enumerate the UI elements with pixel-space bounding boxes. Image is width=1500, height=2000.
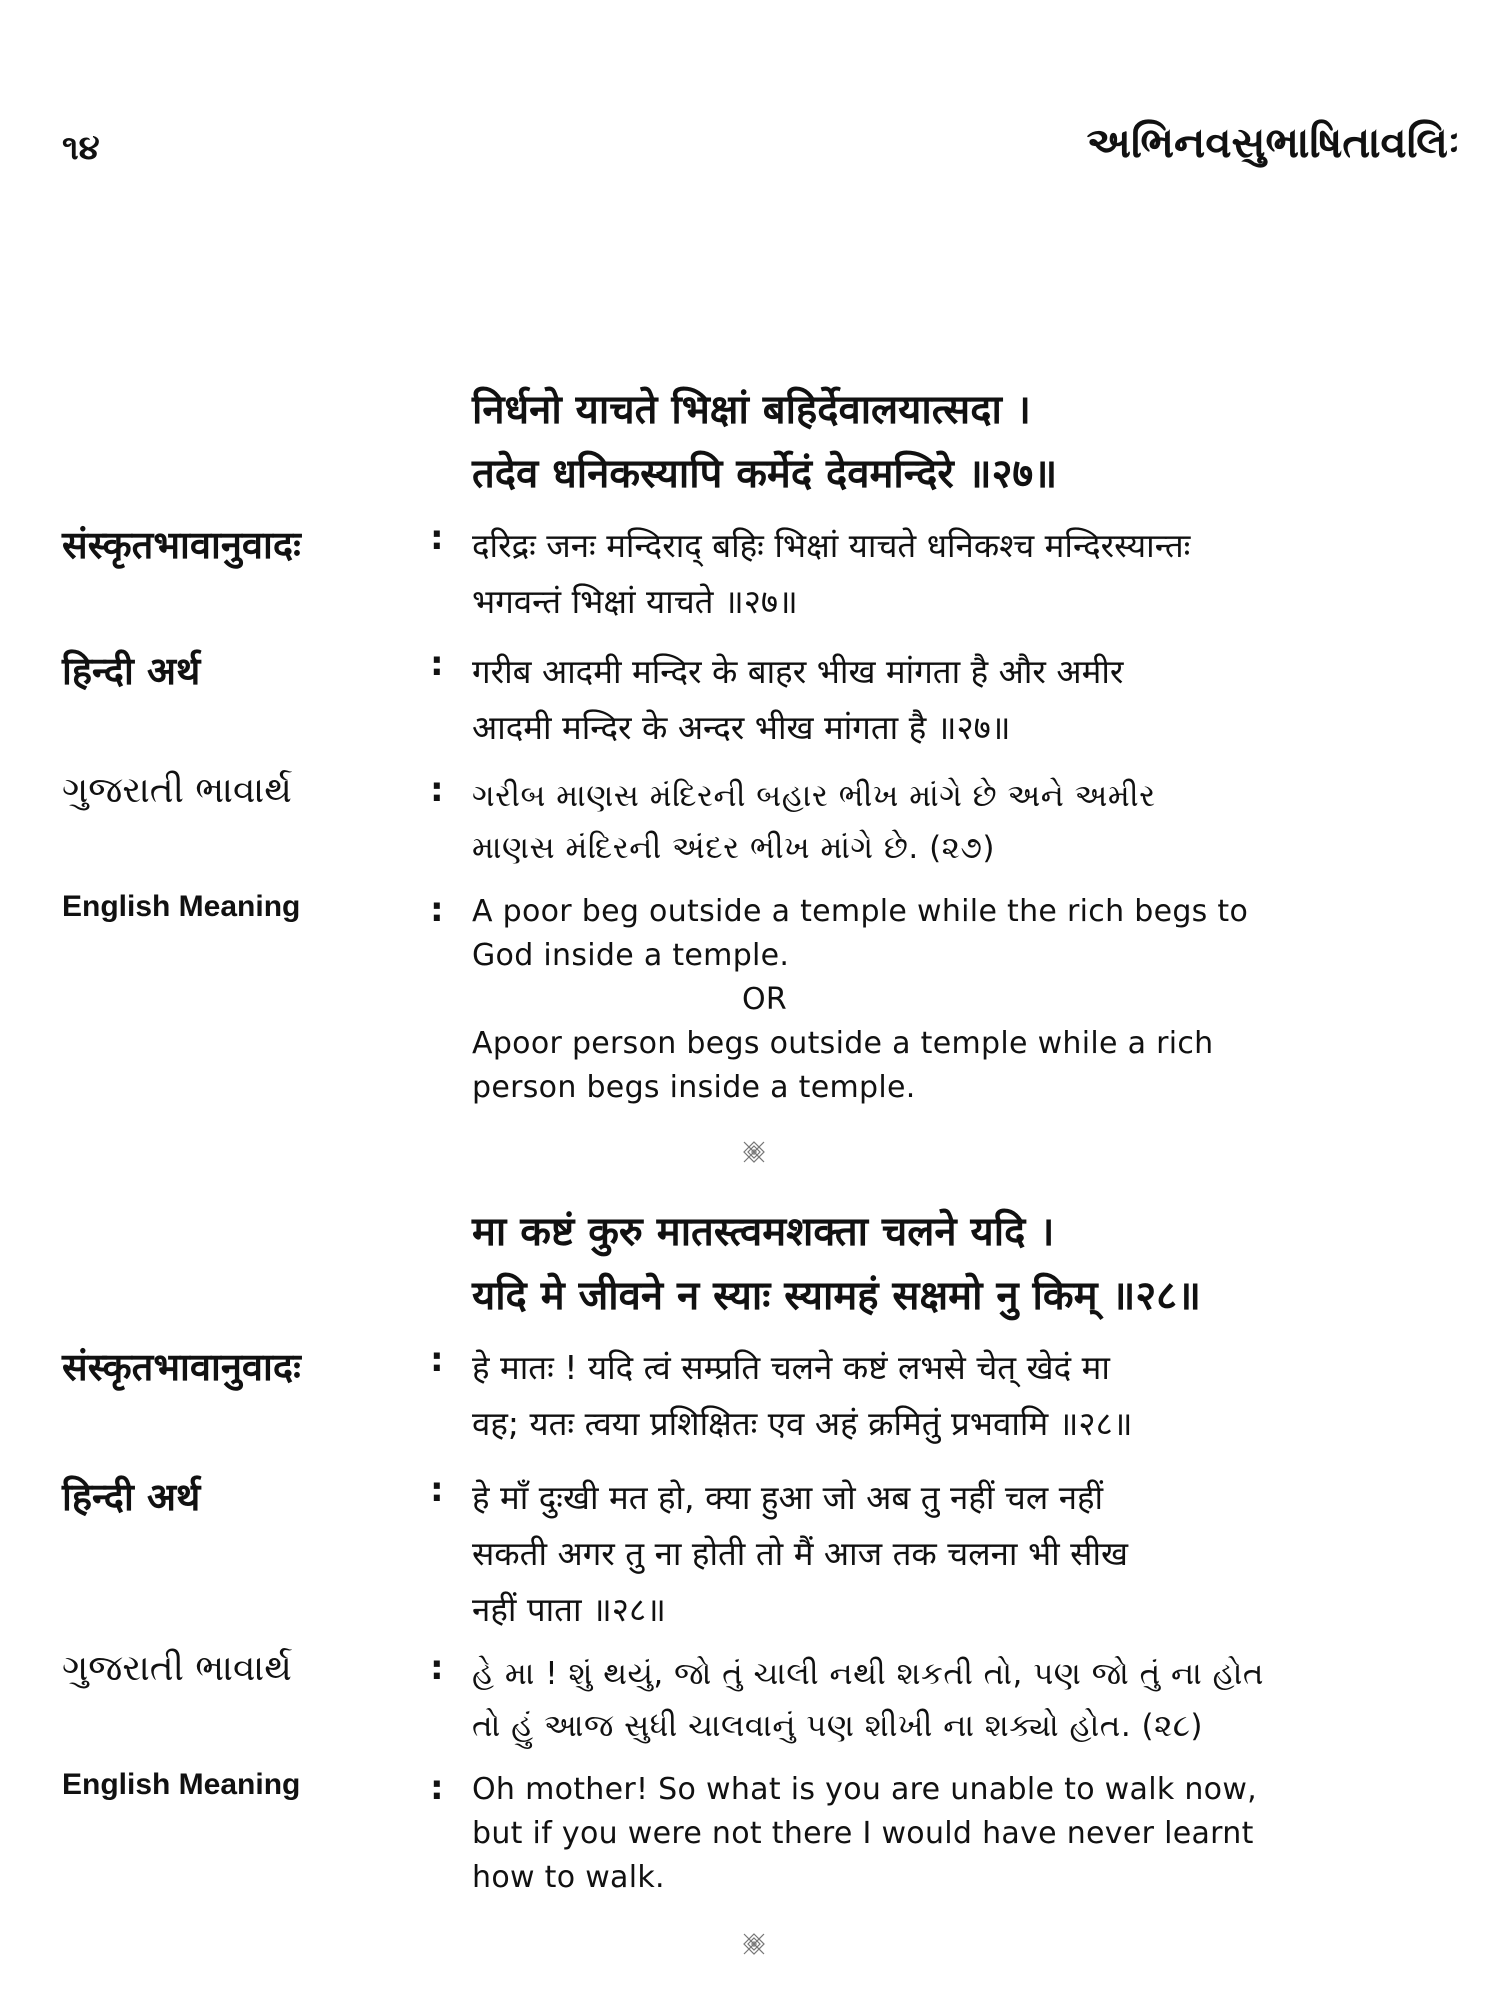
english-label: English Meaning (62, 1768, 301, 1801)
gujarati-label: ગુજરાતી ભાવાર્થ (62, 770, 292, 811)
text-line: हे मातः ! यदि त्वं सम्प्रति चलने कष्टं लभसे चेत् खेदं मा (472, 1348, 1110, 1387)
separator-colon: : (430, 1470, 444, 1510)
separator-colon: : (430, 890, 444, 930)
gujarati-text (472, 1648, 1472, 1752)
shloka-line: मा कष्टं कुरु मातस्त्वमशक्ता चलने यदि । (472, 1209, 1055, 1255)
floral-ornament-icon (742, 1932, 766, 1956)
text-line: वह; यतः त्वया प्रशिक्षितः एव अहं क्रमितुं प्रभवामि ॥२८॥ (472, 1404, 1133, 1443)
shloka-28 (472, 1200, 1472, 1328)
english-text (472, 890, 1472, 1110)
sanskrit-text (472, 518, 1472, 630)
running-head-title: અભિનવસુભાષિતાવલિઃ (1086, 118, 1460, 167)
text-line: but if you were not there I would have never learnt (472, 1816, 1254, 1851)
hindi-text (472, 1470, 1472, 1638)
separator-colon: : (430, 518, 444, 558)
text-line: Oh mother! So what is you are unable to walk now, (472, 1772, 1257, 1807)
text-line: Apoor person begs outside a temple while a rich (472, 1026, 1214, 1061)
text-line: God inside a temple. (472, 938, 790, 973)
gujarati-label: ગુજરાતી ભાવાર્થ (62, 1648, 292, 1689)
separator-colon: : (430, 1768, 444, 1808)
text-line: તો હું આજ સુધી ચાલવાનું પણ શીખી ના શક્યો હોત. (૨૮) (472, 1708, 1203, 1744)
text-line: सकती अगर तु ना होती तो मैं आज तक चलना भी सीख (472, 1534, 1129, 1573)
separator-colon: : (430, 1648, 444, 1688)
text-line: person begs inside a temple. (472, 1070, 916, 1105)
text-line: नहीं पाता ॥२८॥ (472, 1590, 666, 1629)
text-line: आदमी मन्दिर के अन्दर भीख मांगता है ॥२७॥ (472, 708, 1011, 747)
text-line: ગરીબ માણસ મંદિરની બહાર ભીખ માંગે છે અને અમીર (472, 778, 1156, 814)
hindi-text (472, 644, 1472, 756)
separator-colon: : (430, 1340, 444, 1380)
shloka-line: यदि मे जीवने न स्याः स्यामहं सक्षमो नु किम् ॥२८॥ (472, 1273, 1201, 1319)
sanskrit-label: संस्कृतभावानुवादः (62, 1345, 301, 1389)
sanskrit-text (472, 1340, 1472, 1452)
text-line: गरीब आदमी मन्दिर के बाहर भीख मांगता है और अमीर (472, 652, 1124, 691)
shloka-line: तदेव धनिकस्यापि कर्मेदं देवमन्दिरे ॥२७॥ (472, 451, 1058, 497)
gujarati-text (472, 770, 1472, 874)
text-line: OR (742, 982, 788, 1017)
page-number: ૧૪ (62, 128, 100, 168)
hindi-label: हिन्दी अर्थ (62, 649, 201, 693)
text-line: માણસ મંદિરની અંદર ભીખ માંગે છે. (૨૭) (472, 830, 996, 866)
english-label: English Meaning (62, 890, 301, 923)
english-text (472, 1768, 1472, 1900)
separator-colon: : (430, 644, 444, 684)
text-line: हे माँ दुःखी मत हो, क्या हुआ जो अब तु नहीं चल नहीं (472, 1478, 1104, 1517)
separator-colon: : (430, 770, 444, 810)
text-line: how to walk. (472, 1860, 665, 1895)
text-line: भगवन्तं भिक्षां याचते ॥२७॥ (472, 582, 798, 621)
text-line: હે મા ! શું થયું, જો તું ચાલી નથી શકતી તો, પણ જો તું ના હોત (472, 1656, 1264, 1692)
shloka-line: निर्धनो याचते भिक्षां बहिर्देवालयात्सदा । (472, 387, 1031, 433)
text-line: A poor beg outside a temple while the rich begs to (472, 894, 1249, 929)
shloka-27 (472, 378, 1472, 506)
text-line: दरिद्रः जनः मन्दिराद् बहिः भिक्षां याचते धनिकश्च मन्दिरस्यान्तः (472, 526, 1191, 565)
hindi-label: हिन्दी अर्थ (62, 1475, 201, 1519)
sanskrit-label: संस्कृतभावानुवादः (62, 523, 301, 567)
floral-ornament-icon (742, 1140, 766, 1164)
